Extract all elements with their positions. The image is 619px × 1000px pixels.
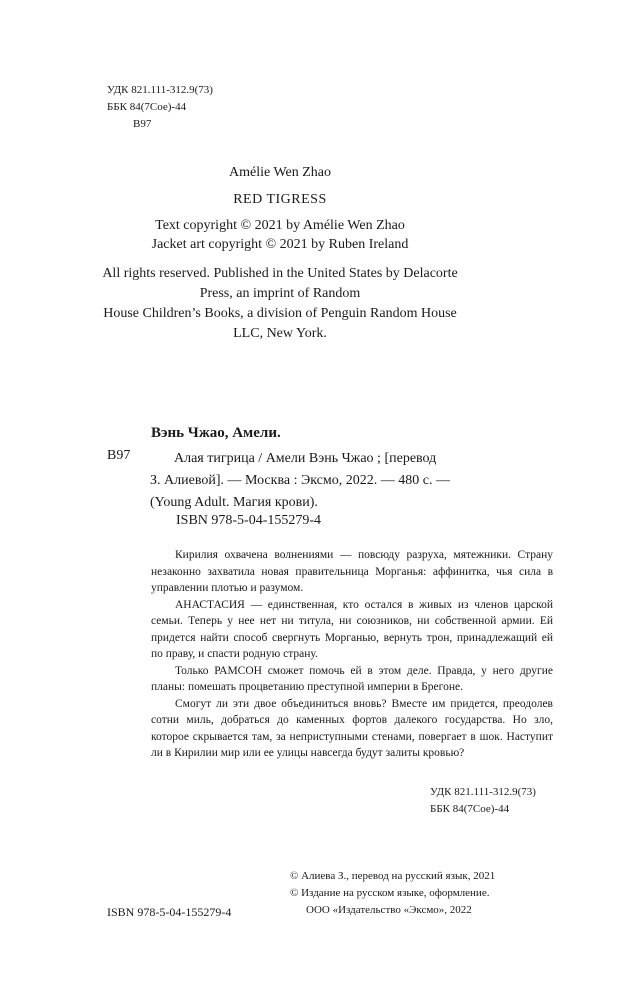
rights-line: Press, an imprint of Random xyxy=(199,286,361,301)
bbk-code: ББК 84(7Сое)-44 xyxy=(430,803,510,815)
udk-code: УДК 821.111-312.9(73) xyxy=(107,84,213,96)
translation-copyright: © Алиева З., перевод на русский язык, 2021 xyxy=(290,870,496,882)
biblio-description xyxy=(151,448,551,514)
classification-codes-bottom xyxy=(430,784,536,818)
author-mark: В97 xyxy=(133,118,152,130)
biblio-isbn: ISBN 978-5-04-155279-4 xyxy=(176,513,322,528)
biblio-line: Алая тигрица / Амели Вэнь Чжао ; [перевод xyxy=(174,451,437,466)
jacket-copyright: Jacket art copyright © 2021 by Ruben Ireland xyxy=(151,237,409,252)
annotation-paragraph: Только РАМСОН сможет помочь ей в этом деле. Правда, у него другие планы: помешать процветанию преступной империи в Брегоне. xyxy=(151,664,553,693)
footer-isbn: ISBN 978-5-04-155279-4 xyxy=(107,905,232,919)
biblio-line: З. Алиевой]. — Москва : Эксмо, 2022. — 480 с. — xyxy=(150,473,450,488)
annotation-paragraph: АНАСТАСИЯ — единственная, кто остался в живых из членов царской семьи. Теперь у нее нет ни титула, ни союзников, ни собственной армии. Ей придется найти способ свергнуть Морганью, вернуть трон, принадлежащий ей по праву, и спасти родную страну. xyxy=(151,598,553,660)
copyright-block xyxy=(60,216,500,254)
annotation xyxy=(151,547,553,762)
rights-line: LLC, New York. xyxy=(233,326,327,341)
edition-copyright: © Издание на русском языке, оформление. xyxy=(290,887,490,899)
annotation-paragraph: Кирилия охвачена волнениями — повсюду разруха, мятежники. Страну незаконно захватила новая правительница Морганья: аффинитка, чья сила в управлении плотью и разумом. xyxy=(151,549,553,594)
original-author: Amélie Wen Zhao xyxy=(228,165,332,180)
publisher-line: ООО «Издательство «Эксмо», 2022 xyxy=(306,904,472,916)
rights-statement xyxy=(45,264,515,344)
biblio-heading: Вэнь Чжао, Амели. xyxy=(151,425,281,441)
colophon xyxy=(290,868,495,919)
biblio-author-mark: В97 xyxy=(107,448,131,463)
biblio-line: (Young Adult. Магия крови). xyxy=(150,495,318,510)
text-copyright: Text copyright © 2021 by Amélie Wen Zhao xyxy=(155,218,405,233)
udk-code: УДК 821.111-312.9(73) xyxy=(430,786,536,798)
original-title: RED TIGRESS xyxy=(233,192,327,207)
classification-codes-top xyxy=(107,82,213,133)
bbk-code: ББК 84(7Сое)-44 xyxy=(107,101,187,113)
rights-line: All rights reserved. Published in the United States by Delacorte xyxy=(102,266,458,281)
rights-line: House Children’s Books, a division of Penguin Random House xyxy=(103,306,457,321)
annotation-paragraph: Смогут ли эти двое объединиться вновь? Вместе им придется, преодолев сотни миль, добраться до каменных фортов далекого государства. Но зло, которое скрывается там, за неприступными стенами, повергает в шок. Наступит ли в Кирилии мир или ее улицы навсегда будут залиты кровью? xyxy=(151,697,553,759)
